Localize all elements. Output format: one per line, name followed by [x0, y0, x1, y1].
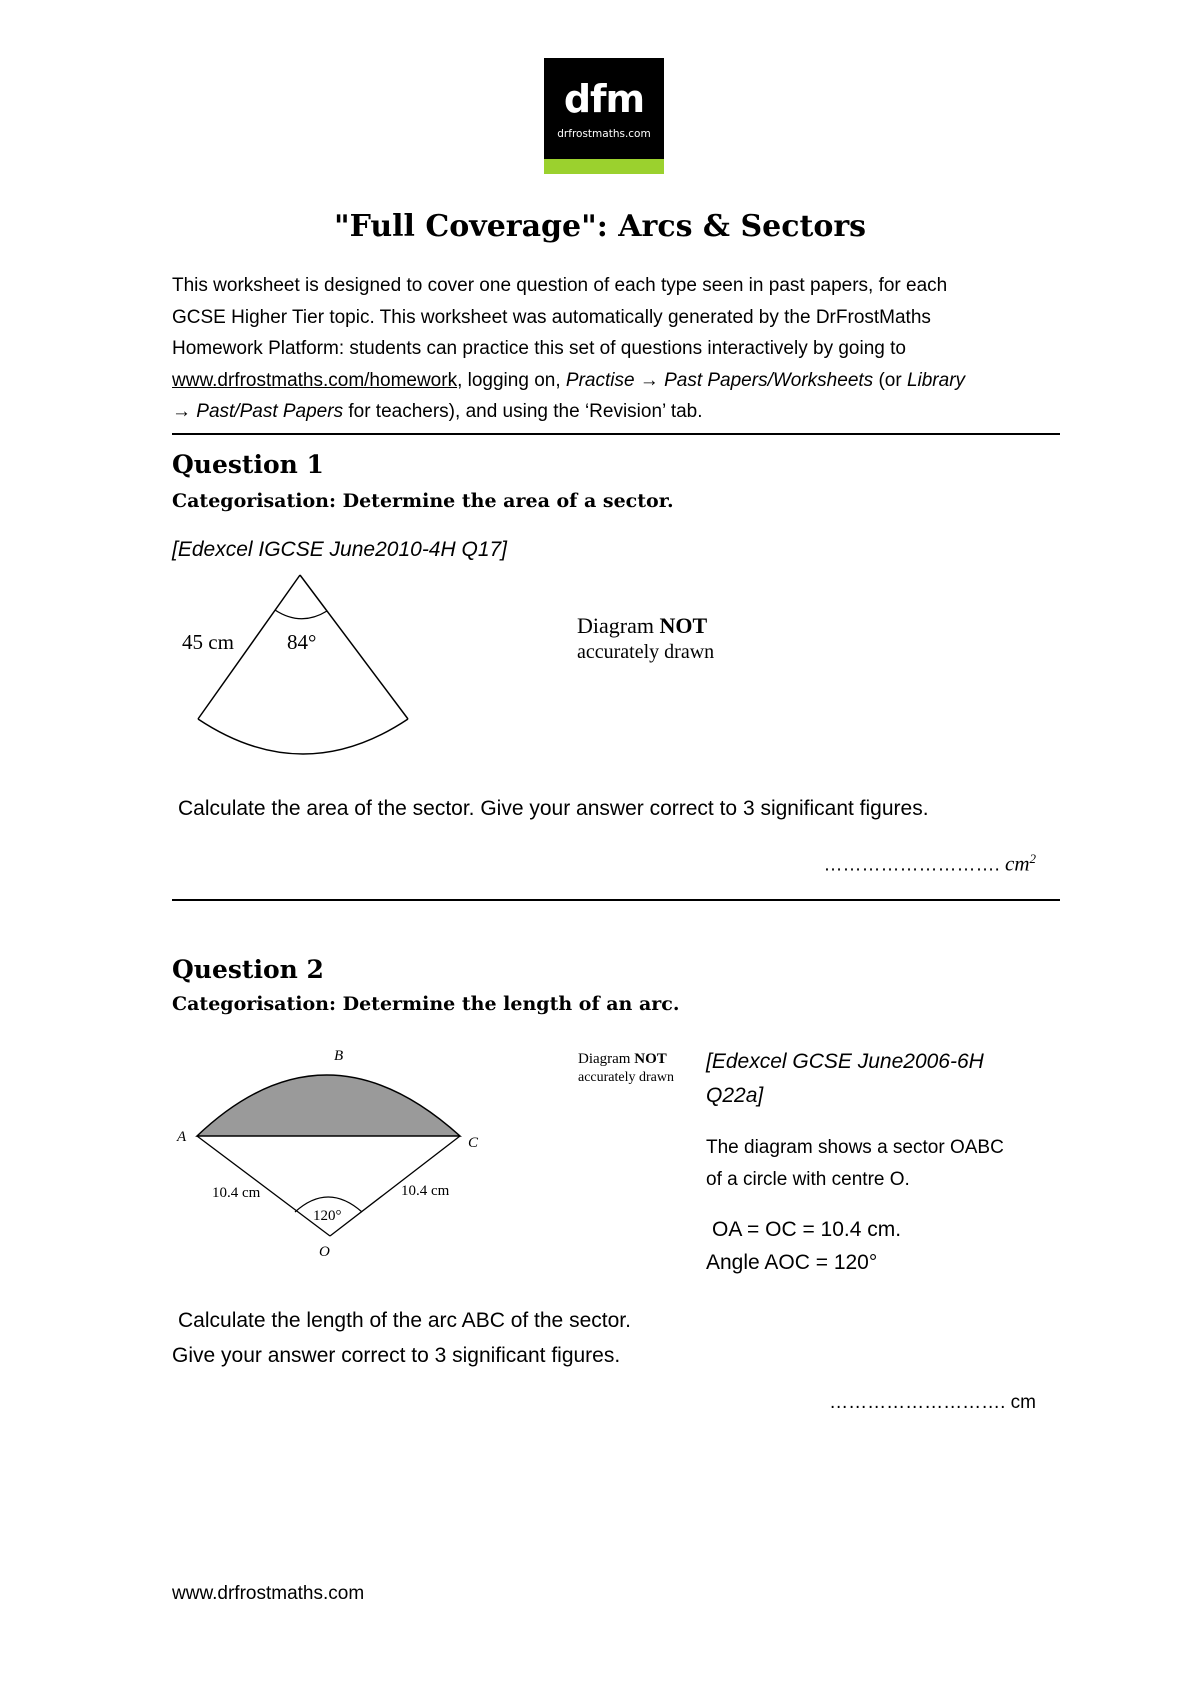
answer-unit: cm [1005, 851, 1030, 876]
diagram-note-line2: accurately drawn [577, 641, 715, 663]
question-2-description [706, 1132, 1004, 1195]
diagram-note-prefix: Diagram [578, 1051, 635, 1067]
divider [172, 899, 1060, 901]
question-2-categorisation: Categorisation: Determine the length of an arc. [172, 993, 680, 1015]
footer-url[interactable]: www.drfrostmaths.com [172, 1583, 365, 1604]
answer-unit-power: 2 [1029, 851, 1036, 866]
left-length-label: 10.4 cm [212, 1185, 261, 1201]
past-papers-path: → Past/Past Papers [172, 401, 344, 422]
diagram-note [578, 1051, 667, 1067]
sector-angle-arc [275, 610, 327, 619]
shaded-segment [197, 1075, 460, 1136]
question-1-heading: Question 1 [172, 450, 324, 479]
description-line: The diagram shows a sector OABC [706, 1137, 1004, 1158]
question-1-source: [Edexcel IGCSE June2010-4H Q17] [172, 538, 508, 561]
arc-sector-diagram [165, 1040, 705, 1265]
question-2-source [706, 1045, 984, 1113]
divider [172, 433, 1060, 435]
question-2-text [172, 1303, 631, 1373]
answer-unit: cm [1010, 1392, 1036, 1413]
question-text-line: Give your answer correct to 3 significant figures. [172, 1344, 621, 1367]
question-text-line: Calculate the length of the arc ABC of the sector. [178, 1309, 631, 1332]
question-2-heading: Question 2 [172, 955, 324, 984]
angle-label: 84° [287, 630, 317, 654]
practise-path: Practise → Past Papers/Worksheets [565, 369, 874, 391]
worksheet-title: "Full Coverage": Arcs & Sectors [333, 209, 867, 244]
right-length-label: 10.4 cm [401, 1183, 450, 1199]
source-line: [Edexcel GCSE June2006-6H [706, 1050, 984, 1073]
intro-line: This worksheet is designed to cover one question of each type seen in past papers, for each [172, 275, 948, 296]
question-2-answer-line [640, 1392, 1036, 1414]
diagram-note-not: NOT [634, 1051, 667, 1067]
sector-diagram [160, 565, 780, 770]
intro-line [172, 396, 1072, 428]
intro-text: for teachers), and using the ‘Revision’ tab. [343, 401, 703, 422]
intro-line [172, 365, 1072, 397]
answer-dots: ………………………. [829, 1392, 1006, 1413]
intro-paragraph [172, 270, 1072, 428]
intro-text: , logging on, [457, 369, 566, 391]
question-1-categorisation: Categorisation: Determine the area of a sector. [172, 490, 674, 512]
angle-label: 120° [313, 1208, 342, 1224]
library-label: Library [906, 369, 966, 391]
label-o: O [319, 1244, 330, 1260]
question-1-answer-line [640, 851, 1036, 876]
diagram-note-prefix: Diagram [577, 613, 660, 638]
question-2-given [706, 1213, 901, 1279]
question-1-text: Calculate the area of the sector. Give your answer correct to 3 significant figures. [178, 797, 929, 820]
intro-line: Homework Platform: students can practice this set of questions interactively by going to [172, 338, 906, 359]
label-c: C [468, 1135, 479, 1151]
dfm-logo [544, 58, 664, 174]
intro-line: GCSE Higher Tier topic. This worksheet was automatically generated by the DrFrostMaths [172, 306, 931, 328]
logo-mark: dfm [563, 77, 645, 121]
intro-text: (or [873, 369, 907, 391]
logo-accent-bar [544, 159, 664, 174]
diagram-note [577, 613, 707, 638]
label-b: B [334, 1048, 344, 1064]
answer-dots: ………………………. [823, 854, 1000, 876]
radius-label: 45 cm [182, 630, 234, 654]
label-a: A [177, 1129, 187, 1145]
description-line: of a circle with centre O. [706, 1168, 910, 1190]
given-line: Angle AOC = 120° [706, 1251, 878, 1274]
sector-arc [198, 719, 408, 754]
logo-site: drfrostmaths.com [557, 128, 651, 140]
diagram-note-not: NOT [659, 613, 708, 638]
source-line: Q22a] [706, 1084, 764, 1107]
given-line: OA = OC = 10.4 cm. [712, 1218, 902, 1241]
homework-link[interactable]: www.drfrostmaths.com/homework [172, 369, 458, 391]
diagram-note-line2: accurately drawn [578, 1070, 674, 1085]
